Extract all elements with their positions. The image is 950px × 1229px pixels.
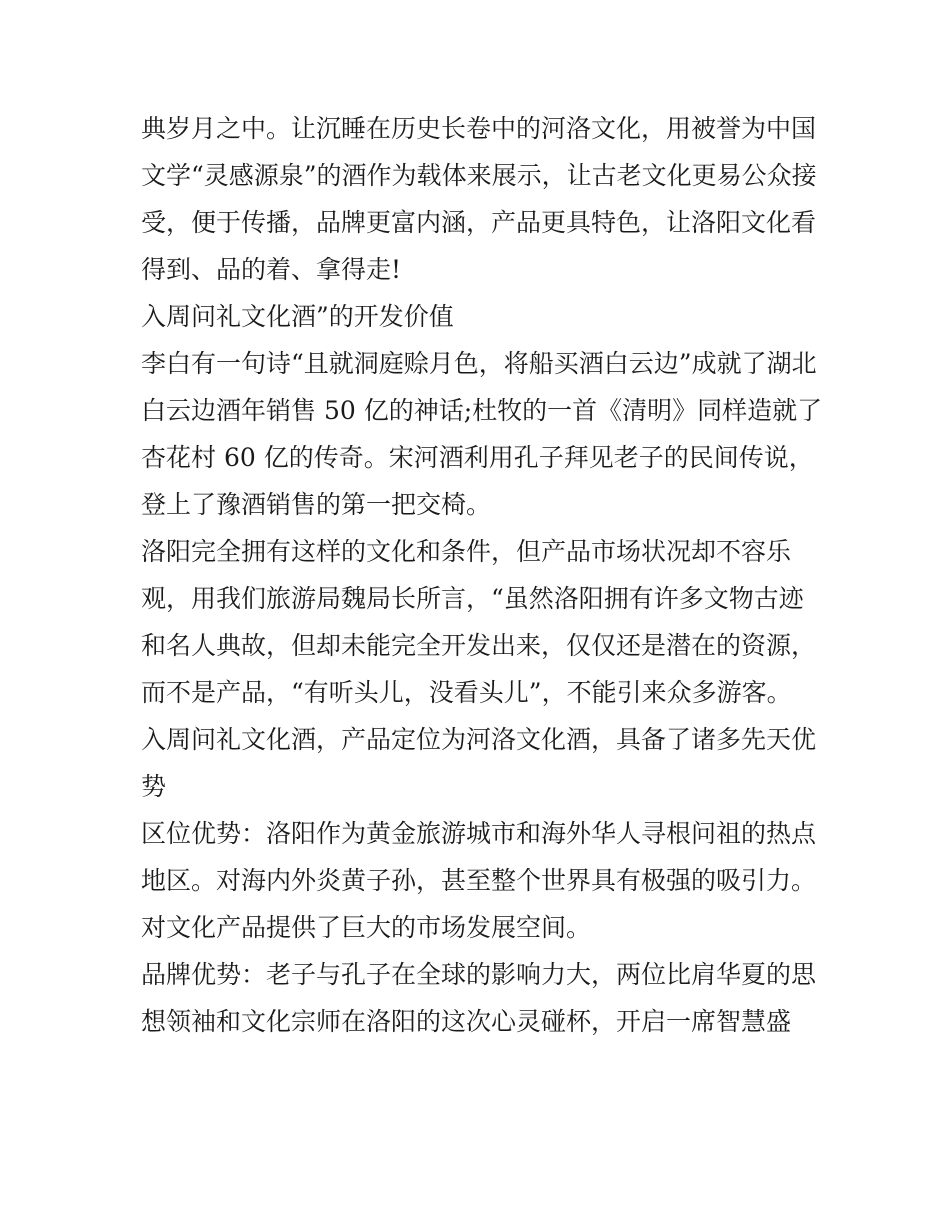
text-line: 和名人典故，但却未能完全开发出来，仅仅还是潜在的资源， — [141, 631, 817, 660]
text-line: 势 — [141, 772, 167, 801]
text-line: 文学“灵感源泉”的酒作为载体来展示，让古老文化更易公众接 — [141, 161, 817, 190]
text-line: 杏花村 60 亿的传奇。宋河酒利用孔子拜见老子的民间传说， — [141, 443, 814, 472]
paragraph-brand-advantage — [141, 951, 821, 1045]
text-line: 受，便于传播，品牌更富内涵，产品更具特色，让洛阳文化看 — [141, 208, 817, 237]
text-line: 得到、品的着、拿得走! — [141, 255, 402, 284]
text-line: 而不是产品，“有听头儿，没看头儿”，不能引来众多游客。 — [141, 678, 792, 707]
text-line: 想领袖和文化宗师在洛阳的这次心灵碰杯，开启一席智慧盛 — [141, 1007, 792, 1036]
heading-line: 入周问礼文化酒”的开发价值 — [141, 302, 454, 331]
paragraph-poem-examples — [141, 340, 821, 528]
text-line: 白云边酒年销售 50 亿的神话;杜牧的一首《清明》同样造就了 — [141, 396, 823, 425]
text-line: 品牌优势：老子与孔子在全球的影响力大，两位比肩华夏的思 — [141, 960, 817, 989]
text-line: 登上了豫酒销售的第一把交椅。 — [141, 490, 492, 519]
text-line: 对文化产品提供了巨大的市场发展空间。 — [141, 913, 592, 942]
text-line: 区位优势：洛阳作为黄金旅游城市和海外华人寻根问祖的热点 — [141, 819, 817, 848]
text-line: 入周问礼文化酒，产品定位为河洛文化酒，具备了诸多先天优 — [141, 725, 817, 754]
text-line: 观，用我们旅游局魏局长所言，“虽然洛阳拥有许多文物古迹 — [141, 584, 804, 613]
text-line: 洛阳完全拥有这样的文化和条件，但产品市场状况却不容乐 — [141, 537, 792, 566]
paragraph-intro-conclusion — [141, 105, 821, 293]
text-line: 地区。对海内外炎黄子孙，甚至整个世界具有极强的吸引力。 — [141, 866, 817, 895]
paragraph-positioning — [141, 716, 821, 810]
section-heading — [141, 293, 821, 340]
paragraph-location-advantage — [141, 810, 821, 951]
text-line: 典岁月之中。让沉睡在历史长卷中的河洛文化，用被誉为中国 — [141, 114, 817, 143]
paragraph-market-status — [141, 528, 821, 716]
text-line: 李白有一句诗“且就洞庭赊月色，将船买酒白云边”成就了湖北 — [141, 349, 817, 378]
document-body — [141, 105, 821, 1045]
